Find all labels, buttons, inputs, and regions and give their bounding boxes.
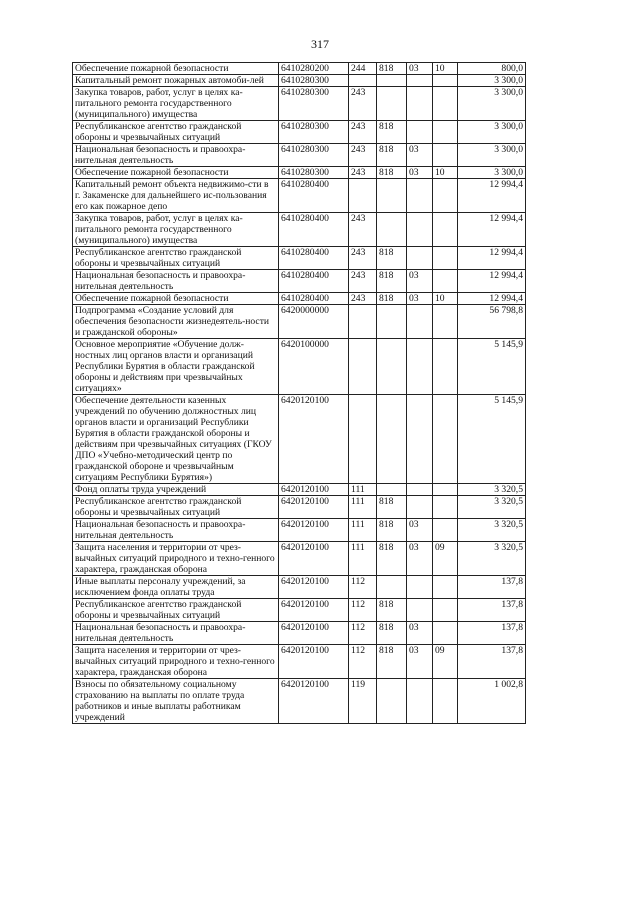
amount-cell: 137,8 [458, 645, 526, 679]
csr-cell: 6410280300 [279, 75, 349, 87]
amount-cell: 12 994,4 [458, 270, 526, 293]
grbs-cell [377, 87, 407, 121]
grbs-cell: 818 [377, 144, 407, 167]
vr-cell: 111 [349, 519, 377, 542]
pr-cell [433, 75, 458, 87]
pr-cell [433, 395, 458, 484]
vr-cell: 112 [349, 599, 377, 622]
vr-cell [349, 75, 377, 87]
pr-cell [433, 622, 458, 645]
table-row [73, 270, 526, 293]
table-row [73, 576, 526, 599]
rz-cell: 03 [407, 144, 433, 167]
table-row [73, 87, 526, 121]
csr-cell: 6420100000 [279, 339, 349, 395]
pr-cell [433, 519, 458, 542]
table-row [73, 679, 526, 724]
name-cell: Защита населения и территории от чрез-вычайных ситуаций природного и техно-генного характера, гражданская оборона [73, 645, 279, 679]
amount-cell: 800,0 [458, 63, 526, 75]
csr-cell: 6410280400 [279, 293, 349, 305]
table-row [73, 395, 526, 484]
grbs-cell: 818 [377, 645, 407, 679]
csr-cell: 6420120100 [279, 622, 349, 645]
name-cell: Закупка товаров, работ, услуг в целях ка-питального ремонта государственного (муниципального) имущества [73, 87, 279, 121]
amount-cell: 3 320,5 [458, 542, 526, 576]
table-body [73, 63, 526, 724]
csr-cell: 6420120100 [279, 576, 349, 599]
vr-cell: 243 [349, 87, 377, 121]
pr-cell [433, 144, 458, 167]
table-row [73, 542, 526, 576]
page-number: 317 [311, 37, 329, 51]
csr-cell: 6410280400 [279, 213, 349, 247]
table-row [73, 167, 526, 179]
pr-cell [433, 247, 458, 270]
pr-cell: 10 [433, 167, 458, 179]
grbs-cell: 818 [377, 622, 407, 645]
amount-cell: 1 002,8 [458, 679, 526, 724]
vr-cell: 243 [349, 121, 377, 144]
table-row [73, 645, 526, 679]
grbs-cell: 818 [377, 599, 407, 622]
amount-cell: 56 798,8 [458, 305, 526, 339]
grbs-cell: 818 [377, 542, 407, 576]
name-cell: Иные выплаты персоналу учреждений, за исключением фонда оплаты труда [73, 576, 279, 599]
name-cell: Республиканское агентство гражданской обороны и чрезвычайных ситуаций [73, 121, 279, 144]
name-cell: Обеспечение пожарной безопасности [73, 167, 279, 179]
name-cell: Республиканское агентство гражданской обороны и чрезвычайных ситуаций [73, 247, 279, 270]
vr-cell: 111 [349, 496, 377, 519]
pr-cell [433, 679, 458, 724]
grbs-cell: 818 [377, 167, 407, 179]
amount-cell: 3 300,0 [458, 144, 526, 167]
rz-cell [407, 305, 433, 339]
grbs-cell [377, 75, 407, 87]
amount-cell: 3 300,0 [458, 87, 526, 121]
name-cell: Национальная безопасность и правоохра-нительная деятельность [73, 270, 279, 293]
table-row [73, 599, 526, 622]
rz-cell [407, 179, 433, 213]
table-row [73, 63, 526, 75]
rz-cell [407, 496, 433, 519]
rz-cell [407, 75, 433, 87]
rz-cell [407, 213, 433, 247]
table-row [73, 519, 526, 542]
rz-cell [407, 339, 433, 395]
pr-cell: 10 [433, 63, 458, 75]
amount-cell: 12 994,4 [458, 293, 526, 305]
vr-cell: 243 [349, 167, 377, 179]
name-cell: Республиканское агентство гражданской обороны и чрезвычайных ситуаций [73, 599, 279, 622]
rz-cell [407, 395, 433, 484]
csr-cell: 6410280400 [279, 270, 349, 293]
csr-cell: 6410280400 [279, 247, 349, 270]
rz-cell [407, 599, 433, 622]
grbs-cell: 818 [377, 247, 407, 270]
csr-cell: 6420120100 [279, 645, 349, 679]
amount-cell: 3 300,0 [458, 121, 526, 144]
csr-cell: 6420120100 [279, 542, 349, 576]
pr-cell: 09 [433, 645, 458, 679]
grbs-cell [377, 305, 407, 339]
grbs-cell [377, 213, 407, 247]
vr-cell: 111 [349, 484, 377, 496]
amount-cell: 12 994,4 [458, 213, 526, 247]
csr-cell: 6420120100 [279, 599, 349, 622]
grbs-cell [377, 484, 407, 496]
csr-cell: 6410280300 [279, 87, 349, 121]
name-cell: Капитальный ремонт пожарных автомоби-лей [73, 75, 279, 87]
csr-cell: 6410280300 [279, 121, 349, 144]
grbs-cell [377, 576, 407, 599]
pr-cell [433, 305, 458, 339]
pr-cell [433, 339, 458, 395]
grbs-cell: 818 [377, 121, 407, 144]
vr-cell [349, 339, 377, 395]
vr-cell [349, 305, 377, 339]
vr-cell: 243 [349, 144, 377, 167]
grbs-cell [377, 395, 407, 484]
csr-cell: 6420120100 [279, 484, 349, 496]
rz-cell [407, 121, 433, 144]
vr-cell: 244 [349, 63, 377, 75]
table-row [73, 622, 526, 645]
pr-cell [433, 599, 458, 622]
grbs-cell [377, 679, 407, 724]
amount-cell: 5 145,9 [458, 339, 526, 395]
amount-cell: 3 320,5 [458, 484, 526, 496]
name-cell: Фонд оплаты труда учреждений [73, 484, 279, 496]
table-row [73, 213, 526, 247]
rz-cell: 03 [407, 167, 433, 179]
table-row [73, 144, 526, 167]
table-row [73, 121, 526, 144]
grbs-cell: 818 [377, 293, 407, 305]
rz-cell [407, 87, 433, 121]
name-cell: Национальная безопасность и правоохра-нительная деятельность [73, 144, 279, 167]
table-row [73, 75, 526, 87]
csr-cell: 6420000000 [279, 305, 349, 339]
name-cell: Республиканское агентство гражданской обороны и чрезвычайных ситуаций [73, 496, 279, 519]
amount-cell: 12 994,4 [458, 179, 526, 213]
rz-cell: 03 [407, 293, 433, 305]
amount-cell: 3 320,5 [458, 519, 526, 542]
vr-cell: 243 [349, 270, 377, 293]
name-cell: Капитальный ремонт объекта недвижимо-сти в г. Закаменске для дальнейшего ис-пользования его как пожарное депо [73, 179, 279, 213]
vr-cell: 111 [349, 542, 377, 576]
amount-cell: 3 300,0 [458, 75, 526, 87]
vr-cell: 243 [349, 293, 377, 305]
amount-cell: 5 145,9 [458, 395, 526, 484]
vr-cell [349, 395, 377, 484]
vr-cell: 119 [349, 679, 377, 724]
budget-table [72, 62, 526, 724]
vr-cell: 112 [349, 576, 377, 599]
rz-cell: 03 [407, 63, 433, 75]
csr-cell: 6410280200 [279, 63, 349, 75]
rz-cell [407, 679, 433, 724]
grbs-cell [377, 339, 407, 395]
table-row [73, 484, 526, 496]
grbs-cell: 818 [377, 496, 407, 519]
csr-cell: 6420120100 [279, 496, 349, 519]
table-row [73, 293, 526, 305]
name-cell: Обеспечение деятельности казенных учреждений по обучению должностных лиц органов власти и организаций Республики Бурятия в области гражданской обороны и действиям при чрезвычайных ситуациях (ГКОУ ДПО «Учебно-методический центр по гражданской обороне и чрезвычайным ситуациям Республики Бурятия») [73, 395, 279, 484]
grbs-cell: 818 [377, 519, 407, 542]
grbs-cell: 818 [377, 63, 407, 75]
rz-cell: 03 [407, 270, 433, 293]
vr-cell [349, 179, 377, 213]
amount-cell: 12 994,4 [458, 247, 526, 270]
vr-cell: 112 [349, 645, 377, 679]
name-cell: Взносы по обязательному социальному страхованию на выплаты по оплате труда работников и иные выплаты работникам учреждений [73, 679, 279, 724]
pr-cell: 10 [433, 293, 458, 305]
rz-cell [407, 484, 433, 496]
rz-cell [407, 247, 433, 270]
amount-cell: 3 320,5 [458, 496, 526, 519]
name-cell: Обеспечение пожарной безопасности [73, 293, 279, 305]
name-cell: Защита населения и территории от чрез-вычайных ситуаций природного и техно-генного характера, гражданская оборона [73, 542, 279, 576]
name-cell: Основное мероприятие «Обучение долж-ностных лиц органов власти и организаций Республики Бурятия в области гражданской обороны и действиям при чрезвычайных ситуациях» [73, 339, 279, 395]
csr-cell: 6420120100 [279, 519, 349, 542]
rz-cell: 03 [407, 542, 433, 576]
rz-cell: 03 [407, 622, 433, 645]
grbs-cell: 818 [377, 270, 407, 293]
csr-cell: 6410280400 [279, 179, 349, 213]
pr-cell [433, 213, 458, 247]
rz-cell: 03 [407, 645, 433, 679]
pr-cell [433, 270, 458, 293]
name-cell: Подпрограмма «Создание условий для обеспечения безопасности жизнедеятель-ности и гражданской обороны» [73, 305, 279, 339]
vr-cell: 243 [349, 213, 377, 247]
table-row [73, 496, 526, 519]
pr-cell [433, 576, 458, 599]
csr-cell: 6410280300 [279, 167, 349, 179]
pr-cell [433, 496, 458, 519]
grbs-cell [377, 179, 407, 213]
vr-cell: 112 [349, 622, 377, 645]
amount-cell: 137,8 [458, 576, 526, 599]
name-cell: Обеспечение пожарной безопасности [73, 63, 279, 75]
amount-cell: 137,8 [458, 599, 526, 622]
pr-cell [433, 484, 458, 496]
pr-cell: 09 [433, 542, 458, 576]
name-cell: Закупка товаров, работ, услуг в целях ка-питального ремонта государственного (муниципального) имущества [73, 213, 279, 247]
csr-cell: 6410280300 [279, 144, 349, 167]
table-row [73, 247, 526, 270]
table-row [73, 339, 526, 395]
name-cell: Национальная безопасность и правоохра-нительная деятельность [73, 622, 279, 645]
amount-cell: 3 300,0 [458, 167, 526, 179]
pr-cell [433, 179, 458, 213]
pr-cell [433, 121, 458, 144]
csr-cell: 6420120100 [279, 395, 349, 484]
amount-cell: 137,8 [458, 622, 526, 645]
name-cell: Национальная безопасность и правоохра-нительная деятельность [73, 519, 279, 542]
rz-cell [407, 576, 433, 599]
vr-cell: 243 [349, 247, 377, 270]
table-row [73, 305, 526, 339]
rz-cell: 03 [407, 519, 433, 542]
pr-cell [433, 87, 458, 121]
csr-cell: 6420120100 [279, 679, 349, 724]
table-row [73, 179, 526, 213]
